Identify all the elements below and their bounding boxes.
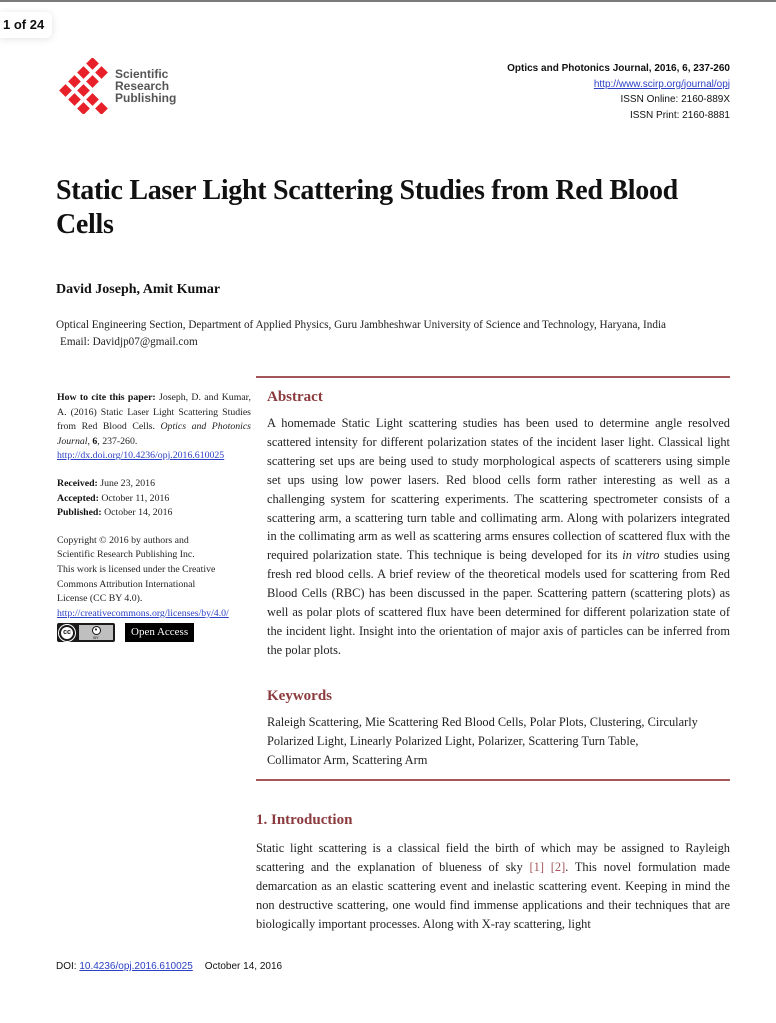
- published-label: Published:: [57, 507, 102, 519]
- abstract-heading: Abstract: [267, 389, 323, 405]
- citation-link[interactable]: [2]: [550, 859, 566, 874]
- keywords-line: Polarized Light, Linearly Polarized Light, Polarizer, Scattering Turn Table,: [267, 733, 639, 748]
- viewer-top-bar: [0, 0, 776, 2]
- footer-date: October 14, 2016: [204, 961, 283, 972]
- how-to-cite: How to cite this paper: Joseph, D. and Kumar, A. (2016) Static Laser Light Scattering Studies from Red Blood Cells. Optics and Photonics Journal, 6, 237-260. http://dx.doi.org/10.4236/opj.2016.610025: [57, 392, 251, 462]
- abstract-text-part: studies using fresh red blood cells. A brief review of the theoretical models used for scattering from Red Blood Cells (RBC) has been discussed in the paper. Scattering pattern (scattering plots) as well as polar plots of scattered flux have been determined for different polarization state of the incident light. Insight into the orientation of major axis of particles can be inferred from the polar plots.: [267, 548, 730, 657]
- author-affiliation: [56, 317, 756, 351]
- copyright-line: License (CC BY 4.0).: [57, 593, 143, 605]
- creative-commons-icon: cc: [59, 625, 75, 641]
- publisher-name-line: Scientific: [115, 67, 169, 81]
- doi-url-link[interactable]: http://dx.doi.org/10.4236/opj.2016.610025: [57, 450, 225, 462]
- copyright-line: Commons Attribution International: [57, 578, 196, 590]
- received-date: June 23, 2016: [100, 477, 155, 489]
- issn-print: ISSN Print: 2160-8881: [629, 109, 730, 121]
- introduction-text: [256, 839, 730, 934]
- footer-doi-label: DOI:: [56, 961, 80, 972]
- keywords-bottom-rule: [256, 779, 730, 781]
- article-dates: [57, 477, 251, 521]
- by-attribution: [79, 625, 113, 640]
- abstract-text: [267, 414, 730, 660]
- publisher-name-line: Research: [115, 79, 170, 93]
- abstract-text-part: A homemade Static Light scattering studies has been used to determine angle resolved scattered intensity for different polarization states of the incident laser light. Classical light scattering set ups are being used to study morphological aspects of scatterers using simple set ups using low power lasers. Red blood cells form rather interesting as well as a challenging system for scattering experiments. The scattering spectrometer consists of a scattering arm, a scattering turn table and collimating arm. Along with polarizers integrated in the collimating arm as well as scattering arms ensures collection of scattered flux with the required polarization state. This technique is being developed for its: [267, 416, 730, 563]
- attribution-person-icon: •: [92, 626, 101, 635]
- published-date: October 14, 2016: [104, 507, 173, 519]
- copyright-license: [57, 534, 251, 643]
- affiliation-text: Optical Engineering Section, Department of Applied Physics, Guru Jambheshwar University of Science and Technology, Haryana, India: [56, 319, 667, 331]
- cite-text: Joseph, D. and Kumar, A. (2016) Static Laser Light Scattering Studies from Red Blood Cells.: [57, 392, 251, 433]
- open-access-badge: Open Access: [125, 623, 194, 642]
- accepted-label: Accepted:: [57, 492, 99, 504]
- cite-journal: Optics and Photonics Journal: [57, 421, 251, 447]
- abstract-top-rule: [256, 376, 730, 378]
- footer-doi-link[interactable]: 10.4236/opj.2016.610025: [79, 961, 193, 972]
- article-title: Static Laser Light Scattering Studies from Red Blood Cells: [56, 175, 678, 240]
- license-badges: [57, 623, 251, 642]
- accepted-date: October 11, 2016: [101, 492, 170, 504]
- scirp-diamond-logo-icon: [58, 58, 110, 114]
- keywords-list: [267, 713, 730, 770]
- publisher-name: [115, 68, 176, 104]
- license-url-link[interactable]: http://creativecommons.org/licenses/by/4.0/: [57, 607, 229, 619]
- page-footer: [56, 961, 282, 972]
- journal-url-link[interactable]: http://www.scirp.org/journal/opj: [593, 78, 730, 90]
- abstract-italic-term: in vitro: [622, 548, 660, 563]
- cite-volume: 6: [92, 435, 98, 447]
- intro-text-part: Static light scattering is a classical field the birth of which may be assigned to Rayleigh scattering and the explanation of blueness of sky: [256, 841, 730, 874]
- received-label: Received:: [57, 477, 98, 489]
- citation-link[interactable]: [1]: [529, 859, 544, 874]
- issn-online: ISSN Online: 2160-889X: [620, 94, 730, 105]
- cite-label: How to cite this paper:: [57, 392, 156, 403]
- author-email: Email: Davidjp07@gmail.com: [60, 336, 198, 348]
- publisher-name-line: Publishing: [115, 91, 177, 105]
- publisher-logo: [58, 58, 176, 114]
- keywords-line: Raleigh Scattering, Mie Scattering Red Blood Cells, Polar Plots, Clustering, Circularly: [267, 715, 698, 729]
- keywords-heading: Keywords: [267, 688, 332, 704]
- copyright-line: Copyright © 2016 by authors and: [57, 534, 189, 546]
- intro-text-part: . This novel formulation made demarcation as an elastic scattering event and inelastic scattering event. Keeping in mind the non destructive scattering, one would find immense applications and their techniques that are biologically important processes. Along with X-ray scattering, light: [256, 859, 730, 931]
- article-sidebar: [57, 391, 251, 642]
- keywords-line: Collimator Arm, Scattering Arm: [267, 752, 428, 767]
- journal-info: [507, 61, 730, 123]
- journal-citation: Optics and Photonics Journal, 2016, 6, 237-260: [507, 63, 730, 74]
- cc-by-badge[interactable]: [57, 623, 115, 642]
- page-indicator: 1 of 24: [0, 12, 52, 38]
- cite-pages: , 237-260.: [97, 435, 138, 447]
- introduction-heading: 1. Introduction: [256, 812, 353, 828]
- copyright-line: This work is licensed under the Creative: [57, 563, 216, 575]
- by-label: BY: [93, 634, 99, 640]
- copyright-line: Scientific Research Publishing Inc.: [57, 549, 195, 561]
- article-authors: David Joseph, Amit Kumar: [56, 282, 221, 297]
